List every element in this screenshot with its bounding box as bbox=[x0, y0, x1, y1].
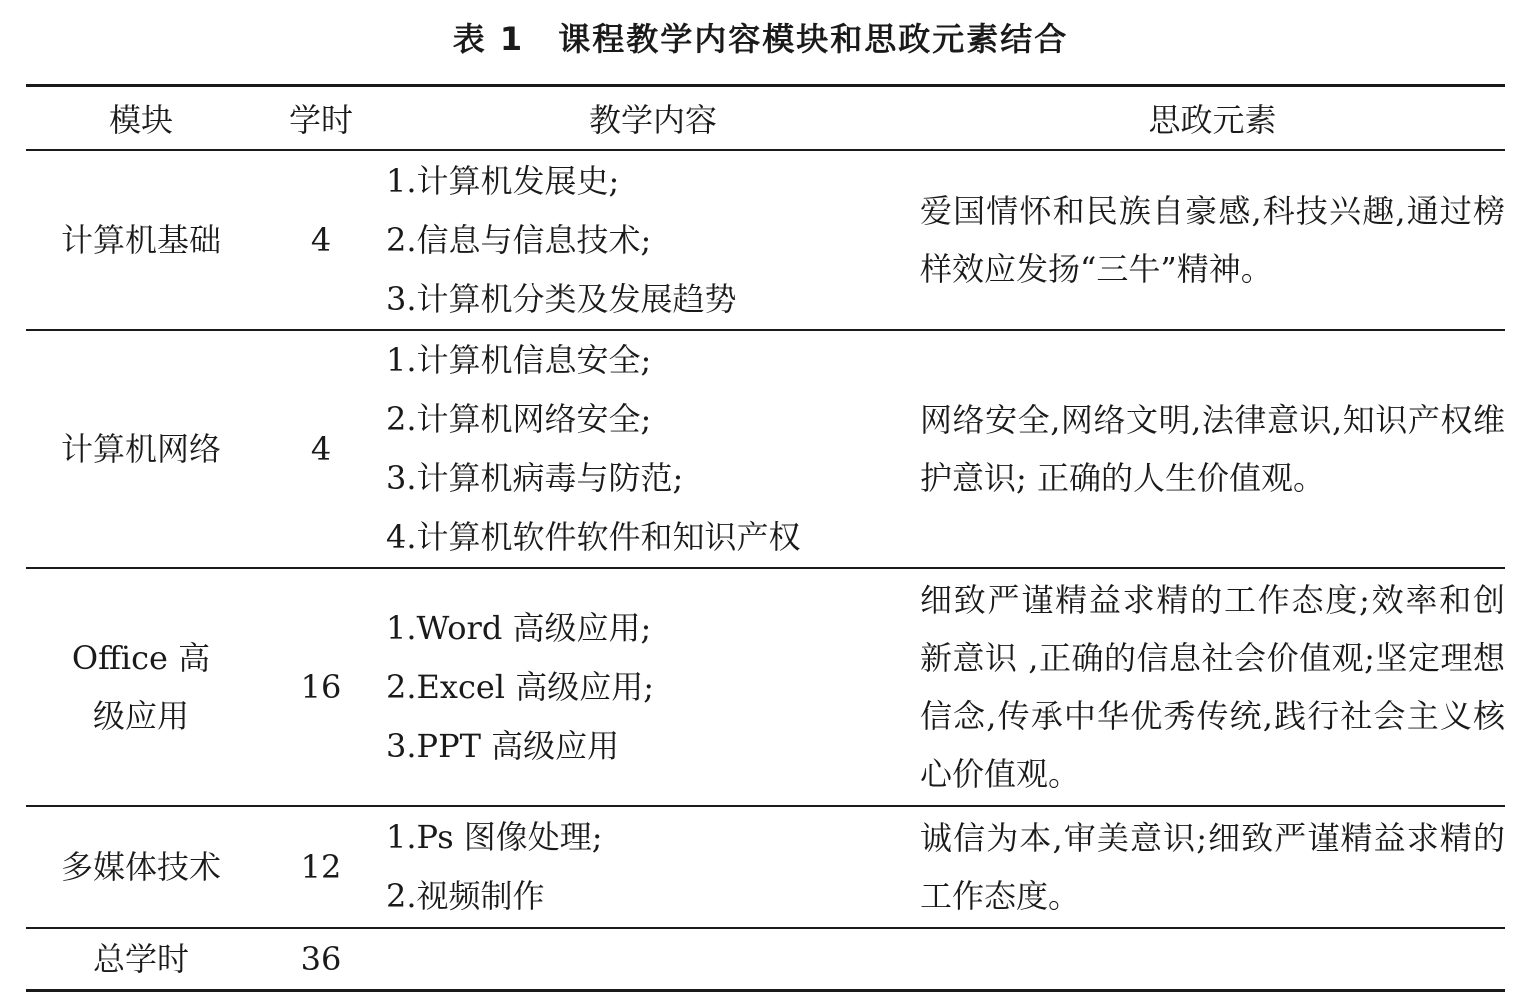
content-line: 3.计算机病毒与防范; bbox=[386, 459, 684, 497]
course-table bbox=[26, 84, 1505, 992]
table-row bbox=[26, 806, 1505, 928]
content-line: 3.PPT 高级应用 bbox=[386, 726, 620, 765]
content-line: 1.Word 高级应用; bbox=[386, 608, 652, 647]
module-cell: Office 高级应用 bbox=[71, 639, 211, 735]
header-hours: 学时 bbox=[288, 101, 353, 139]
total-row bbox=[26, 928, 1505, 990]
total-hours: 36 bbox=[300, 939, 342, 978]
content-cell bbox=[386, 806, 920, 928]
hours-cell: 12 bbox=[300, 848, 342, 886]
empty-cell bbox=[920, 928, 1505, 990]
content-line: 2.视频制作 bbox=[386, 877, 545, 915]
hours-cell: 4 bbox=[310, 430, 332, 468]
content-cell bbox=[386, 568, 920, 806]
hours-cell: 16 bbox=[300, 668, 342, 706]
header-module: 模块 bbox=[108, 101, 173, 139]
header-content: 教学内容 bbox=[588, 101, 717, 139]
elements-cell: 爱国情怀和民族自豪感,科技兴趣,通过榜样效应发扬“三牛”精神。 bbox=[920, 192, 1505, 288]
table-caption: 表 1 课程教学内容模块和思政元素结合 bbox=[452, 20, 1069, 58]
content-line: 3.计算机分类及发展趋势 bbox=[386, 279, 737, 318]
empty-cell bbox=[386, 928, 920, 990]
content-line: 1.计算机发展史; bbox=[386, 161, 620, 200]
module-cell: 多媒体技术 bbox=[60, 848, 221, 886]
content-line: 4.计算机软件软件和知识产权 bbox=[386, 518, 801, 556]
elements-cell: 细致严谨精益求精的工作态度;效率和创新意识 ,正确的信息社会价值观;坚定理想信念,传承中华优秀传统,践行社会主义核心价值观。 bbox=[920, 581, 1505, 793]
elements-cell: 网络安全,网络文明,法律意识,知识产权维护意识; 正确的人生价值观。 bbox=[920, 401, 1505, 497]
table-row bbox=[26, 330, 1505, 568]
header-row bbox=[26, 86, 1505, 151]
total-label: 总学时 bbox=[92, 939, 189, 978]
content-line: 1.Ps 图像处理; bbox=[386, 818, 603, 856]
content-line: 2.计算机网络安全; bbox=[386, 400, 652, 438]
content-line: 2.信息与信息技术; bbox=[386, 220, 652, 259]
content-cell bbox=[386, 150, 920, 330]
content-line: 2.Excel 高级应用; bbox=[386, 667, 654, 706]
hours-cell: 4 bbox=[310, 221, 332, 259]
content-line: 1.计算机信息安全; bbox=[386, 341, 652, 379]
header-elements: 思政元素 bbox=[1148, 101, 1277, 139]
table-row bbox=[26, 150, 1505, 330]
elements-cell: 诚信为本,审美意识;细致严谨精益求精的工作态度。 bbox=[920, 819, 1505, 915]
module-cell: 计算机基础 bbox=[60, 221, 221, 259]
table-row bbox=[26, 568, 1505, 806]
module-cell: 计算机网络 bbox=[60, 430, 221, 468]
content-cell bbox=[386, 330, 920, 568]
